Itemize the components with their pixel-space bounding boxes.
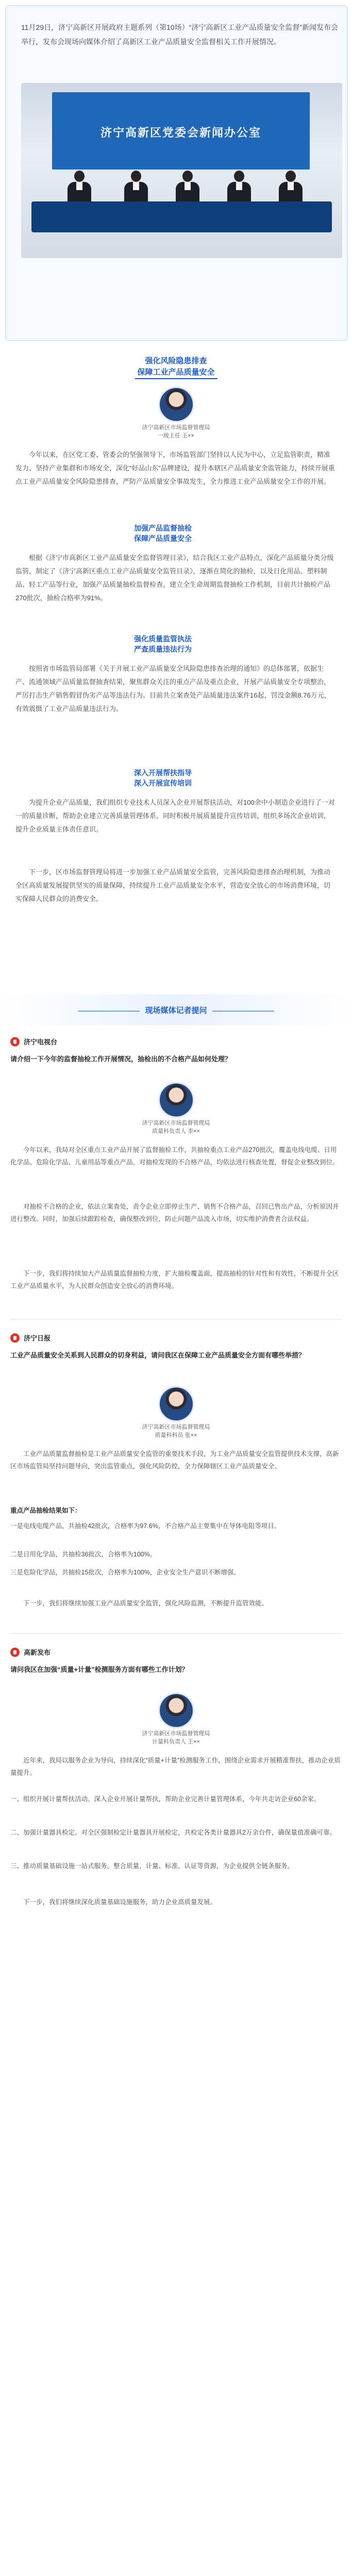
answerer-caption <box>0 1423 352 1439</box>
intro-card <box>5 5 348 341</box>
backdrop-text: 济宁高新区党委会新闻办公室 <box>100 126 261 139</box>
answerer-caption <box>0 1730 352 1746</box>
subheading-2-line1: 强化质量监管执法 <box>134 635 192 643</box>
microphone-icon <box>10 1333 20 1343</box>
lead-paragraph: 11月29日，济宁高新区开展政府主题系列（第10场）“济宁高新区工业产品质量安全监督”新闻发布会举行，发布会现场向媒体介绍了高新区工业产品质量安全监督相关工作开展情况。 <box>21 23 338 46</box>
media-name: 高新发布 <box>24 1649 51 1656</box>
list-item: 二、加强计量器具检定。对全区强制检定计量器具开展检定，共检定各类计量器具2万余台件，确保量值准确可靠。 <box>10 1829 336 1836</box>
list-item: 一、组织开展计量帮扶活动。深入企业开展计量帮扶，帮助企业完善计量管理体系，今年共走访企业60余家。 <box>10 1795 321 1803</box>
speaker-title: 一级主任 王×× <box>158 433 194 439</box>
speaker-caption <box>0 423 352 440</box>
list-item: 三是危险化学品，共抽检15批次，合格率为100%，企业安全生产意识不断增强。 <box>10 1569 240 1576</box>
speaker-figure <box>279 171 303 201</box>
question-text: 工业产品质量安全关系到人民群众的切身利益，请问我区在保障工业产品质量安全方面有哪些举措？ <box>10 1351 306 1359</box>
press-conference-photo <box>21 83 342 258</box>
speaker-org: 济宁高新区市场监督管理局 <box>142 425 210 431</box>
answerer-org: 济宁高新区市场监督管理局 <box>142 1424 210 1430</box>
subheading-1 <box>111 523 214 544</box>
answerer-org: 济宁高新区市场监督管理局 <box>142 1120 210 1126</box>
avatar <box>158 1692 194 1728</box>
list-title: 重点产品抽检结果如下： <box>10 1507 81 1514</box>
list-item: 三、推动质量基础设施一站式服务。整合质量、计量、标准、认证等资源，为企业提供全链条服务。 <box>10 1862 294 1870</box>
qa-title-text: 现场媒体记者提问 <box>145 1006 207 1015</box>
speech-para-1: 根据《济宁市高新区工业产品质量安全监督管理目录》，结合我区工业产品特点，深化产品质量分类分级监管，制定了《济宁高新区重点工业产品质量安全监管目录》，逐渐在简化的抽检，以及日化用品、塑料制品、轻工产品等行业，加强产品质量抽检监督检查。建立全生命周期监督抽检工作机制，目前共计抽检产品270批次，抽检合格率为91%。 <box>15 554 334 602</box>
subheading-1-line1: 加强产品监督抽检 <box>134 524 192 532</box>
answer-paragraph: 近年来，我局以服务企业为导向，持续深化“质量+计量”检测服务工作，围绕企业需求开展精准帮扶，推动企业质量提升。 <box>10 1757 341 1776</box>
speaker-figure <box>176 171 199 201</box>
speech-para-3: 为提升企业产品质量，我们组织专业技术人员深入企业开展帮扶活动，对100余中小制造企业进行了一对一的质量诊断，帮助企业建立完善质量管理体系。同时积极开展质量提升宣传培训，组织多场次企业培训，提升企业质量主体责任意识。 <box>15 799 335 833</box>
answer-paragraph: 下一步，我们将继续深化质量基础设施服务，助力企业高质量发展。 <box>23 1899 217 1906</box>
subheading-3-line1: 深入开展帮扶指导 <box>134 769 192 777</box>
speech-para-2: 按照省市场监管局部署《关于开展工业产品质量安全风险隐患排查治理的通知》的总体部署，依据生产、流通领域产品质量监督抽查结果，聚焦群众关注的重点产品及重点企业，开展产品质量安全专项整治，严厉打击生产销售假冒伪劣产品等违法行为。目前共立案查处产品质量违法案件16起，罚没金额8.76万元，有效震慑了工业产品质量违法行为。 <box>15 665 331 713</box>
speech-intro: 今年以来，在区党工委、管委会的坚强领导下，市场监管部门坚持以人民为中心，立足监管职责，精准发力、坚持产业集群和市场安全，深化“好品山东”品牌建设，提升本辖区产品质量安全监管能力，持续开展重点工业产品质量安全风险隐患排查，严防产品质量安全事故发生，全力推进工业产品质量安全工作的开展。 <box>15 451 335 485</box>
answer-paragraph: 工业产品质量监督抽检是工业产品质量安全监管的重要技术手段，为工业产品质量安全监管提供技术支撑，高新区市场监管局坚持问题导向，突出监管重点，强化风险防控，全力保障辖区工业产品质量安全。 <box>10 1450 339 1470</box>
answer-paragraph: 下一步，我们将继续加强工业产品质量安全监管，强化风险监测，不断提升监管效能。 <box>23 1600 269 1607</box>
subheading-3 <box>111 768 214 788</box>
speech-heading <box>0 355 352 379</box>
answer-paragraph: 对抽检不合格的企业，依法立案查处，责令企业立即停止生产、销售不合格产品，召回已售出产品，分析原因并进行整改。同时，加强后续跟踪检查，确保整改到位，防止问题产品流入市场，切实维护消费者合法权益。 <box>10 1203 339 1223</box>
stage-backdrop <box>52 92 310 170</box>
subheading-2-line2: 严查质量违法行为 <box>134 645 192 653</box>
microphone-icon <box>10 1037 20 1046</box>
speaker-figure <box>68 171 91 201</box>
microphone-icon <box>10 1648 20 1657</box>
answer-paragraph: 下一步，我们将持续加大产品质量监督抽检力度，扩大抽检覆盖面，提高抽检的针对性和有效性，不断提升全区工业产品质量水平，为人民群众创造安全放心的消费环境。 <box>10 1270 339 1290</box>
speech-heading-line2: 保障工业产品质量安全 <box>137 368 215 377</box>
qa-title <box>0 1005 352 1015</box>
speech-para-4: 下一步，区市场监督管理局将进一步加强工业产品质量安全监管，完善风险隐患排查治理机制，为推动全区高质量发展提供坚实的质量保障，持续提升工业产品质量安全水平，营造安全放心的市场消费环境，切实保障人民群众的消费安全。 <box>15 868 331 903</box>
list-item: 二是日用化学品，共抽检36批次，合格率为100%。 <box>10 1551 157 1558</box>
avatar <box>158 1386 194 1422</box>
speaker-figure <box>227 171 251 201</box>
divider <box>10 1633 342 1634</box>
conference-table <box>31 201 332 232</box>
question-text: 请问我区在加强“质量+计量”检测服务方面有哪些工作计划？ <box>10 1666 189 1673</box>
answerer-title: 质量科科员 张×× <box>155 1432 197 1438</box>
media-name: 济宁日报 <box>24 1334 51 1342</box>
speaker-figure <box>124 171 148 201</box>
answerer-caption <box>0 1119 352 1136</box>
subheading-1-line2: 保障产品质量安全 <box>134 534 192 543</box>
answer-paragraph: 今年以来，我局对全区重点工业产品开展了监督抽检工作，共抽检重点工业产品270批次，覆盖电线电缆、日用化学品、危险化学品、儿童用品等重点产品。对抽检发现的不合格产品，均依法进行核查处置，督促企业整改到位。 <box>10 1146 339 1166</box>
avatar <box>158 386 194 422</box>
media-name: 济宁电视台 <box>24 1038 58 1046</box>
subheading-3-line2: 深入开展宣传培训 <box>134 779 192 787</box>
avatar <box>158 1082 194 1118</box>
list-item: 一是电线电缆产品，共抽检42批次，合格率为97.6%，不合格产品主要集中在导体电阻等项目。 <box>10 1522 281 1530</box>
answerer-title: 计量科负责人 王×× <box>152 1739 200 1745</box>
answerer-title: 质量科负责人 李×× <box>152 1128 200 1134</box>
answerer-org: 济宁高新区市场监督管理局 <box>142 1731 210 1737</box>
question-text: 请介绍一下今年的监督抽检工作开展情况，抽检出的不合格产品如何处理？ <box>10 1055 232 1063</box>
subheading-2 <box>111 634 214 654</box>
speech-heading-line1: 强化风险隐患排查 <box>145 357 207 365</box>
